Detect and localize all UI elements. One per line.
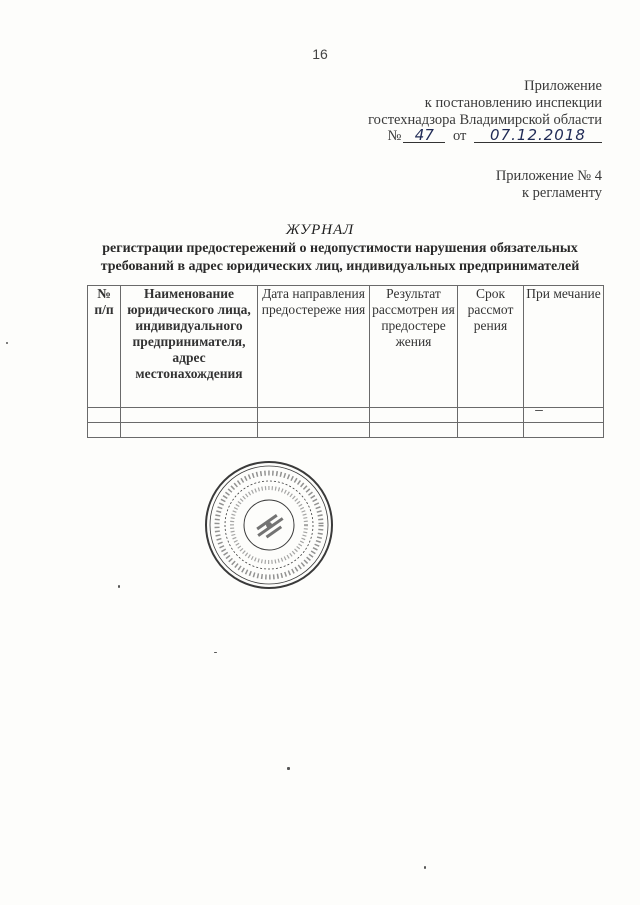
appendix-header-line1: Приложение xyxy=(524,78,602,94)
scan-speck xyxy=(535,410,543,411)
date-prefix: от xyxy=(452,128,467,144)
journal-table xyxy=(87,285,604,438)
seal-emblem xyxy=(256,514,283,538)
table-header-row xyxy=(88,286,604,408)
column-header-term: Срок рассмот рения xyxy=(458,286,524,408)
official-seal-stamp xyxy=(202,458,336,592)
column-header-date: Дата направления предостереже ния xyxy=(258,286,370,408)
table-cell xyxy=(524,423,604,438)
document-subtitle xyxy=(60,240,620,276)
appendix-4-block xyxy=(496,168,602,202)
appendix-header-line3: гостехнадзора Владимирской области xyxy=(368,112,602,128)
table-cell xyxy=(370,408,458,423)
page-number: 16 xyxy=(312,46,328,62)
scan-speck xyxy=(214,652,217,653)
appendix-header-line2: к постановлению инспекции xyxy=(424,95,602,111)
resolution-number-date xyxy=(388,128,603,145)
scan-speck xyxy=(6,342,8,344)
appendix-header xyxy=(302,78,602,129)
table-row xyxy=(88,423,604,438)
resolution-date: 07.12.2018 xyxy=(474,128,602,143)
document-title: ЖУРНАЛ xyxy=(285,222,355,238)
table-cell xyxy=(121,408,258,423)
scan-speck xyxy=(424,866,426,869)
appendix-4-line1: Приложение № 4 xyxy=(495,168,602,184)
appendix-4-line2: к регламенту xyxy=(521,185,602,201)
column-header-note: При мечание xyxy=(524,286,604,408)
table-cell xyxy=(458,408,524,423)
resolution-number: 47 xyxy=(403,128,445,143)
column-header-result: Результат рассмотрен ия предостере жения xyxy=(370,286,458,408)
table-cell xyxy=(258,408,370,423)
subtitle-line2: требований в адрес юридических лиц, индивидуальных предпринимателей xyxy=(100,259,580,274)
table-cell xyxy=(88,408,121,423)
table-cell xyxy=(258,423,370,438)
number-prefix: № xyxy=(387,128,402,144)
column-header-number: № п/п xyxy=(88,286,121,408)
table-cell xyxy=(370,423,458,438)
column-header-entity: Наименование юридического лица, индивидуального предпринимателя, адрес местонахождения xyxy=(121,286,258,408)
table-cell xyxy=(88,423,121,438)
table-row xyxy=(88,408,604,423)
subtitle-line1: регистрации предостережений о недопустимости нарушения обязательных xyxy=(102,241,578,256)
table-cell xyxy=(458,423,524,438)
table-cell xyxy=(121,423,258,438)
scan-speck xyxy=(287,767,290,770)
scan-speck xyxy=(118,585,120,588)
